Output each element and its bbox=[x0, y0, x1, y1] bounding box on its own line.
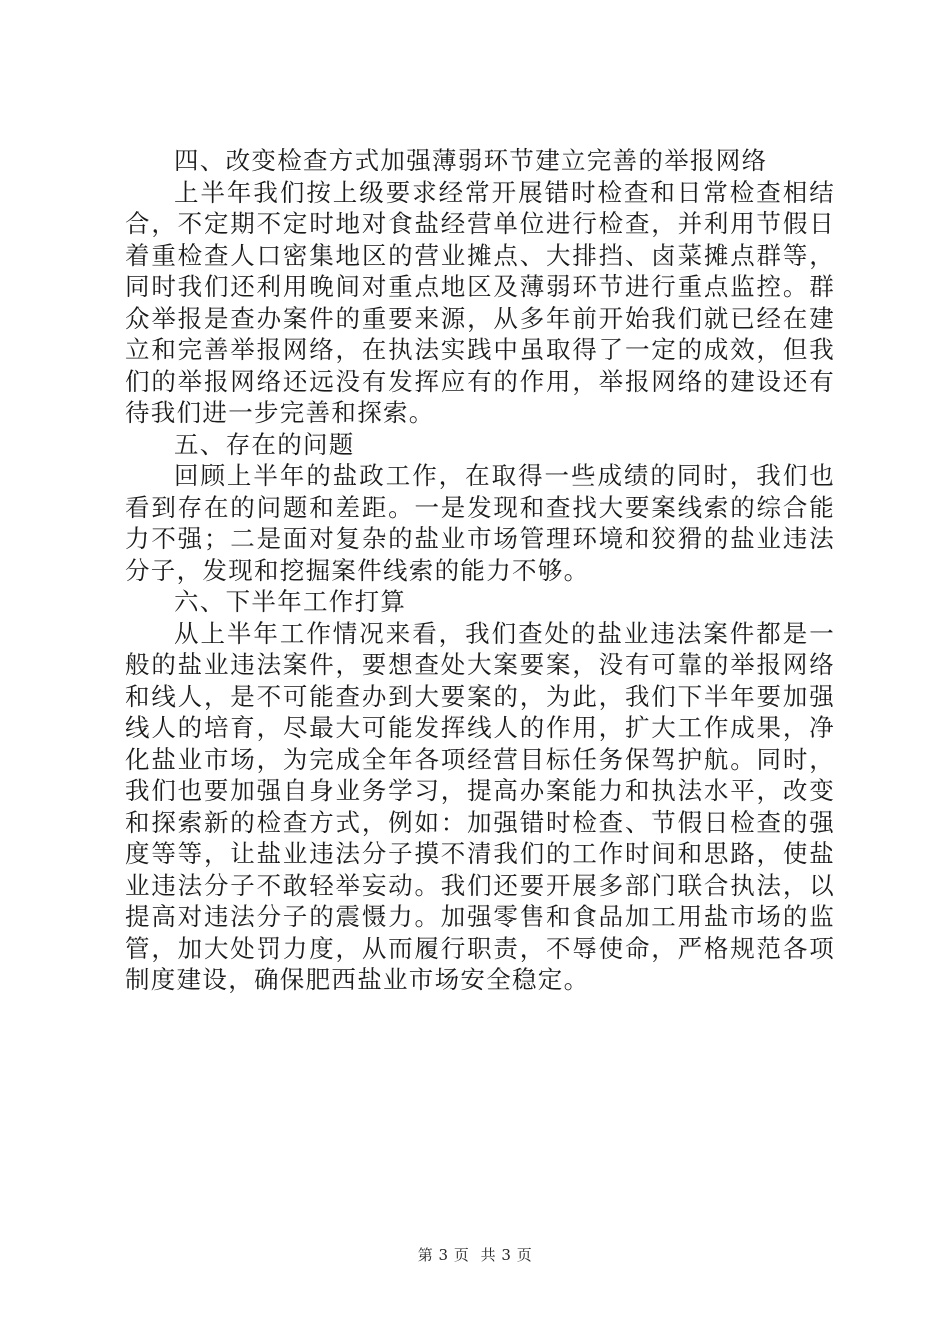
section-paragraph: 从上半年工作情况来看，我们查处的盐业违法案件都是一般的盐业违法案件，要想查处大案要案，没有可靠的举报网络和线人，是不可能查办到大要案的，为此，我们下半年要加强线人的培育，尽最大可能发挥线人的作用，扩大工作成果，净化盐业市场，为完成全年各项经营目标任务保驾护航。同时，我们也要加强自身业务学习，提高办案能力和执法水平，改变和探索新的检查方式，例如：加强错时检查、节假日检查的强度等等，让盐业违法分子摸不清我们的工作时间和思路，使盐业违法分子不敢轻举妄动。我们还要开展多部门联合执法，以提高对违法分子的震慑力。加强零售和食品加工用盐市场的监管，加大处罚力度，从而履行职责，不辱使命，严格规范各项制度建设，确保肥西盐业市场安全稳定。 bbox=[125, 618, 835, 994]
section-paragraph: 回顾上半年的盐政工作，在取得一些成绩的同时，我们也看到存在的问题和差距。一是发现和查找大要案线索的综合能力不强；二是面对复杂的盐业市场管理环境和狡猾的盐业违法分子，发现和挖掘案件线索的能力不够。 bbox=[125, 461, 835, 585]
section-heading: 四、改变检查方式加强薄弱环节建立完善的举报网络 bbox=[174, 146, 768, 175]
section-heading: 五、存在的问题 bbox=[174, 429, 355, 459]
section-paragraph: 上半年我们按上级要求经常开展错时检查和日常检查相结合，不定期不定时地对食盐经营单位进行检查，并利用节假日着重检查人口密集地区的营业摊点、大排挡、卤菜摊点群等，同时我们还利用晚间对重点地区及薄弱环节进行重点监控。群众举报是查办案件的重要来源，从多年前开始我们就已经在建立和完善举报网络，在执法实践中虽取得了一定的成效，但我们的举报网络还远没有发挥应有的作用，举报网络的建设还有待我们进一步完善和探索。 bbox=[125, 177, 835, 427]
page-total: 共 3 页 bbox=[480, 1246, 533, 1264]
section-heading: 六、下半年工作打算 bbox=[174, 587, 407, 616]
document-body bbox=[125, 145, 835, 996]
page-number: 第 3 页 bbox=[417, 1246, 470, 1264]
page-footer bbox=[0, 1244, 950, 1265]
